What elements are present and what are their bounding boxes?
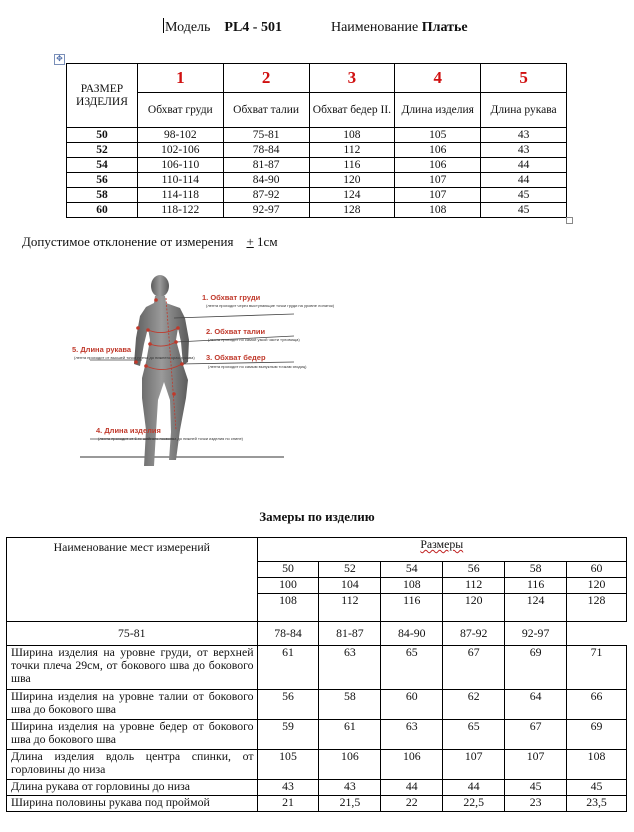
waist-cell: 75-81 (7, 622, 258, 646)
tolerance-text: Допустимое отклонение от измерения (22, 234, 234, 249)
size-cell: 54 (67, 158, 138, 173)
size-value-cell: 102-106 (137, 143, 223, 158)
size-cell: 60 (67, 203, 138, 218)
size-header-cell: 58 (505, 562, 567, 578)
size-value-cell: 106-110 (137, 158, 223, 173)
column-number: 1 (137, 64, 223, 93)
model-value: PL4 - 501 (224, 20, 282, 35)
column-title: Обхват груди (137, 93, 223, 128)
size-value-cell: 107 (395, 173, 481, 188)
hip-cell: 116 (381, 594, 443, 622)
measure-row (7, 720, 627, 750)
size-table-corner: РАЗМЕР ИЗДЕЛИЯ (67, 64, 138, 128)
measure-row (7, 690, 627, 720)
chest-cell: 108 (381, 578, 443, 594)
size-row (67, 173, 567, 188)
table-resize-handle[interactable] (566, 217, 573, 224)
hip-cell: 112 (319, 594, 381, 622)
measure-value: 22,5 (443, 796, 505, 812)
measure-value: 44 (381, 780, 443, 796)
column-number: 5 (481, 64, 567, 93)
size-value-cell: 118-122 (137, 203, 223, 218)
size-value-cell: 128 (309, 203, 395, 218)
measurements-table (6, 537, 627, 812)
size-value-cell: 45 (481, 203, 567, 218)
measure-value: 62 (443, 690, 505, 720)
size-value-cell: 114-118 (137, 188, 223, 203)
size-row (67, 158, 567, 173)
measure-row (7, 750, 627, 780)
measure-value: 64 (505, 690, 567, 720)
figure-note-hips: (лента проходит по самым выпуклым точкам ягодиц) (208, 364, 307, 369)
measure-label: Длина рукава от горловины до низа (7, 780, 258, 796)
size-value-cell: 43 (481, 128, 567, 143)
waist-cell: 87-92 (443, 622, 505, 646)
measure-value: 22 (381, 796, 443, 812)
size-value-cell: 108 (309, 128, 395, 143)
size-header-cell: 50 (257, 562, 319, 578)
size-value-cell: 107 (395, 188, 481, 203)
measure-value: 63 (381, 720, 443, 750)
size-value-cell: 98-102 (137, 128, 223, 143)
measure-row (7, 796, 627, 812)
column-number: 3 (309, 64, 395, 93)
hip-cell: 128 (567, 594, 627, 622)
column-number: 4 (395, 64, 481, 93)
measure-value: 58 (319, 690, 381, 720)
tolerance-pm: + (246, 234, 254, 249)
measure-value: 61 (319, 720, 381, 750)
chest-cell: 112 (443, 578, 505, 594)
column-title: Длина рукава (481, 93, 567, 128)
size-row (67, 128, 567, 143)
size-header-cell: 60 (567, 562, 627, 578)
column-title: Обхват бедер II. (309, 93, 395, 128)
figure-label-waist: 2. Обхват талии (206, 327, 266, 336)
measure-value: 66 (567, 690, 627, 720)
size-value-cell: 75-81 (223, 128, 309, 143)
size-value-cell: 110-114 (137, 173, 223, 188)
size-value-cell: 43 (481, 143, 567, 158)
size-cell: 58 (67, 188, 138, 203)
chest-cell: 104 (319, 578, 381, 594)
size-header-cell: 56 (443, 562, 505, 578)
measure-value: 69 (505, 646, 567, 690)
figure-label-length: 4. Длина изделия (96, 426, 161, 435)
figure-note-chest: (лента проходит через выступающие точки груди на уровне лопаток) (206, 303, 335, 308)
size-value-cell: 44 (481, 158, 567, 173)
size-value-cell: 105 (395, 128, 481, 143)
name-label: Наименование (330, 20, 419, 35)
measure-row (7, 780, 627, 796)
document-header (163, 18, 468, 36)
size-row (67, 203, 567, 218)
tolerance-value: 1см (257, 234, 278, 249)
measure-value: 67 (505, 720, 567, 750)
size-value-cell: 124 (309, 188, 395, 203)
measure-value: 60 (381, 690, 443, 720)
column-title: Обхват талии (223, 93, 309, 128)
model-label: Модель (165, 20, 211, 35)
size-value-cell: 78-84 (223, 143, 309, 158)
measure-label: Длина изделия вдоль центра спинки, от горловины до низа (7, 750, 258, 780)
section-title: Замеры по изделию (259, 509, 375, 524)
measure-value: 67 (443, 646, 505, 690)
hip-cell: 124 (505, 594, 567, 622)
measure-value: 107 (443, 750, 505, 780)
measure-value: 69 (567, 720, 627, 750)
measure-value: 59 (257, 720, 319, 750)
size-value-cell: 106 (395, 158, 481, 173)
measure-label: Ширина изделия на уровне груди, от верхней точки плеча 29см, от бокового шва до бокового шва (7, 646, 258, 690)
table-move-handle-icon[interactable]: ✥ (54, 54, 65, 65)
size-value-cell: 81-87 (223, 158, 309, 173)
measurement-figure (72, 270, 335, 470)
size-value-cell: 106 (395, 143, 481, 158)
measure-value: 65 (381, 646, 443, 690)
figure-note-sleeve: (лента проходит от высшей точки плеча до нижнего края рукава) (74, 355, 195, 360)
size-value-cell: 116 (309, 158, 395, 173)
size-cell: 50 (67, 128, 138, 143)
chest-cell: 116 (505, 578, 567, 594)
measure-value: 45 (567, 780, 627, 796)
measure-value: 23,5 (567, 796, 627, 812)
figure-note-waist: (лента проходит по самой узкой части туловища) (208, 337, 300, 342)
size-table (66, 63, 567, 218)
measure-name-header: Наименование мест измерений (7, 538, 258, 622)
measure-label: Ширина изделия на уровне бедер от бокового шва до бокового шва (7, 720, 258, 750)
size-value-cell: 108 (395, 203, 481, 218)
hip-cell: 108 (257, 594, 319, 622)
column-title: Длина изделия (395, 93, 481, 128)
chest-cell: 100 (257, 578, 319, 594)
measure-value: 71 (567, 646, 627, 690)
measure-value: 21 (257, 796, 319, 812)
size-cell: 56 (67, 173, 138, 188)
tolerance-note (22, 234, 278, 250)
measure-value: 61 (257, 646, 319, 690)
measure-value: 23 (505, 796, 567, 812)
figure-note-length: (лента проходит от 6-го шейного позвонка до нижней точки изделия по спине) (98, 436, 244, 441)
measure-row (7, 646, 627, 690)
measure-value: 21,5 (319, 796, 381, 812)
chest-cell: 120 (567, 578, 627, 594)
measure-value: 106 (381, 750, 443, 780)
figure-label-chest: 1. Обхват груди (202, 293, 261, 302)
size-header-cell: 54 (381, 562, 443, 578)
measure-label: Ширина изделия на уровне талии от бокового шва до бокового шва (7, 690, 258, 720)
figure-label-sleeve: 5. Длина рукава (72, 345, 132, 354)
size-value-cell: 44 (481, 173, 567, 188)
size-value-cell: 92-97 (223, 203, 309, 218)
waist-cell: 78-84 (257, 622, 319, 646)
measure-value: 45 (505, 780, 567, 796)
sizes-header: Размеры (257, 538, 626, 562)
size-value-cell: 87-92 (223, 188, 309, 203)
measure-value: 43 (319, 780, 381, 796)
size-value-cell: 112 (309, 143, 395, 158)
measure-value: 43 (257, 780, 319, 796)
waist-cell: 84-90 (381, 622, 443, 646)
measure-value: 105 (257, 750, 319, 780)
name-value: Платье (421, 20, 468, 35)
figure-label-hips: 3. Обхват бедер (206, 353, 266, 362)
measure-value: 63 (319, 646, 381, 690)
size-header-cell: 52 (319, 562, 381, 578)
measure-value: 106 (319, 750, 381, 780)
size-row (67, 143, 567, 158)
hip-cell: 120 (443, 594, 505, 622)
size-value-cell: 84-90 (223, 173, 309, 188)
measure-value: 65 (443, 720, 505, 750)
waist-cell: 81-87 (319, 622, 381, 646)
size-row (67, 188, 567, 203)
waist-cell: 92-97 (505, 622, 567, 646)
size-cell: 52 (67, 143, 138, 158)
measure-value: 56 (257, 690, 319, 720)
size-value-cell: 120 (309, 173, 395, 188)
column-number: 2 (223, 64, 309, 93)
size-value-cell: 45 (481, 188, 567, 203)
measure-value: 108 (567, 750, 627, 780)
measure-label: Ширина половины рукава под проймой (7, 796, 258, 812)
measure-value: 44 (443, 780, 505, 796)
text-cursor (163, 18, 164, 33)
measure-value: 107 (505, 750, 567, 780)
